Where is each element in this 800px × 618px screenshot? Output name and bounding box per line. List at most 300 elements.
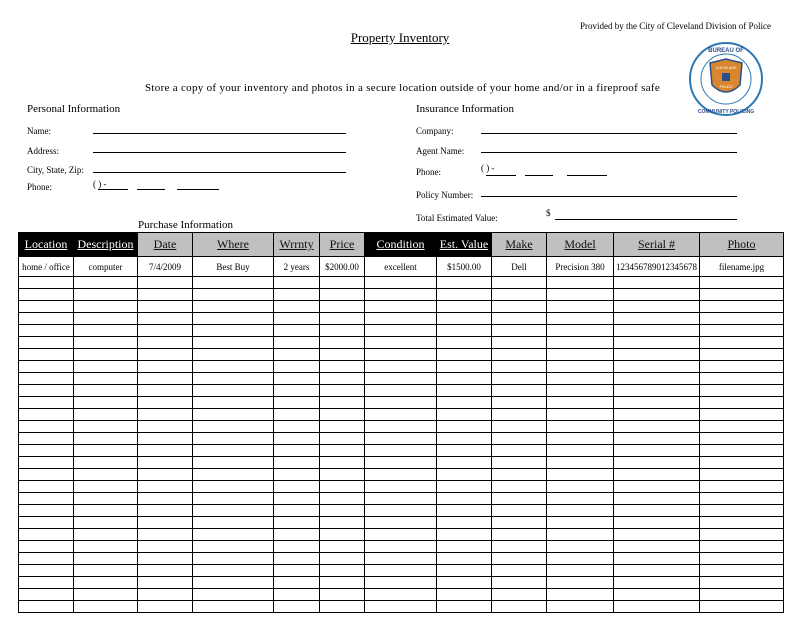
empty-cell[interactable] — [138, 277, 193, 289]
city-field[interactable] — [93, 172, 346, 173]
empty-cell[interactable] — [74, 445, 138, 457]
empty-cell[interactable] — [274, 385, 320, 397]
empty-cell[interactable] — [614, 325, 700, 337]
empty-cell[interactable] — [437, 529, 492, 541]
empty-cell[interactable] — [614, 397, 700, 409]
empty-cell[interactable] — [320, 517, 365, 529]
empty-cell[interactable] — [437, 409, 492, 421]
empty-cell[interactable] — [274, 301, 320, 313]
empty-cell[interactable] — [492, 409, 547, 421]
empty-cell[interactable] — [492, 433, 547, 445]
empty-cell[interactable] — [138, 481, 193, 493]
empty-cell[interactable] — [365, 457, 437, 469]
empty-cell[interactable] — [547, 493, 614, 505]
empty-cell[interactable] — [274, 517, 320, 529]
empty-cell[interactable] — [193, 493, 274, 505]
empty-cell[interactable] — [193, 481, 274, 493]
empty-cell[interactable] — [614, 289, 700, 301]
empty-cell[interactable] — [437, 373, 492, 385]
empty-cell[interactable] — [74, 481, 138, 493]
empty-cell[interactable] — [492, 481, 547, 493]
empty-cell[interactable] — [700, 397, 784, 409]
empty-cell[interactable] — [614, 541, 700, 553]
empty-cell[interactable] — [193, 469, 274, 481]
empty-cell[interactable] — [138, 421, 193, 433]
empty-cell[interactable] — [492, 541, 547, 553]
empty-cell[interactable] — [274, 541, 320, 553]
empty-cell[interactable] — [74, 589, 138, 601]
empty-cell[interactable] — [138, 349, 193, 361]
empty-cell[interactable] — [274, 565, 320, 577]
empty-cell[interactable] — [138, 289, 193, 301]
empty-cell[interactable] — [19, 493, 74, 505]
empty-cell[interactable] — [437, 601, 492, 613]
empty-cell[interactable] — [614, 373, 700, 385]
empty-cell[interactable] — [138, 577, 193, 589]
empty-cell[interactable] — [547, 445, 614, 457]
empty-cell[interactable] — [274, 421, 320, 433]
empty-cell[interactable] — [492, 289, 547, 301]
empty-cell[interactable] — [547, 313, 614, 325]
empty-cell[interactable] — [365, 337, 437, 349]
empty-cell[interactable] — [74, 469, 138, 481]
empty-cell[interactable] — [138, 505, 193, 517]
empty-cell[interactable] — [193, 433, 274, 445]
empty-cell[interactable] — [614, 385, 700, 397]
empty-cell[interactable] — [74, 541, 138, 553]
empty-cell[interactable] — [138, 313, 193, 325]
empty-cell[interactable] — [320, 277, 365, 289]
empty-cell[interactable] — [547, 301, 614, 313]
empty-cell[interactable] — [614, 493, 700, 505]
empty-cell[interactable] — [437, 553, 492, 565]
table-cell[interactable]: $1500.00 — [437, 257, 492, 277]
empty-cell[interactable] — [437, 481, 492, 493]
empty-cell[interactable] — [700, 589, 784, 601]
empty-cell[interactable] — [320, 337, 365, 349]
empty-cell[interactable] — [365, 493, 437, 505]
empty-cell[interactable] — [320, 397, 365, 409]
empty-cell[interactable] — [492, 469, 547, 481]
empty-cell[interactable] — [365, 397, 437, 409]
empty-cell[interactable] — [193, 421, 274, 433]
empty-cell[interactable] — [320, 565, 365, 577]
empty-cell[interactable] — [320, 601, 365, 613]
empty-cell[interactable] — [700, 325, 784, 337]
empty-cell[interactable] — [19, 421, 74, 433]
table-cell[interactable]: computer — [74, 257, 138, 277]
empty-cell[interactable] — [193, 445, 274, 457]
empty-cell[interactable] — [614, 445, 700, 457]
empty-cell[interactable] — [19, 481, 74, 493]
table-cell[interactable]: 123456789012345678 — [614, 257, 700, 277]
empty-cell[interactable] — [492, 457, 547, 469]
empty-cell[interactable] — [365, 517, 437, 529]
empty-cell[interactable] — [547, 325, 614, 337]
empty-cell[interactable] — [19, 565, 74, 577]
table-cell[interactable]: home / office — [19, 257, 74, 277]
total-field[interactable] — [555, 219, 737, 220]
empty-cell[interactable] — [274, 409, 320, 421]
empty-cell[interactable] — [365, 565, 437, 577]
table-cell[interactable]: Dell — [492, 257, 547, 277]
empty-cell[interactable] — [320, 469, 365, 481]
empty-cell[interactable] — [19, 433, 74, 445]
empty-cell[interactable] — [274, 481, 320, 493]
empty-cell[interactable] — [274, 445, 320, 457]
empty-cell[interactable] — [138, 493, 193, 505]
empty-cell[interactable] — [19, 529, 74, 541]
empty-cell[interactable] — [74, 565, 138, 577]
empty-cell[interactable] — [492, 385, 547, 397]
empty-cell[interactable] — [492, 565, 547, 577]
empty-cell[interactable] — [320, 301, 365, 313]
empty-cell[interactable] — [74, 289, 138, 301]
empty-cell[interactable] — [700, 541, 784, 553]
empty-cell[interactable] — [19, 349, 74, 361]
empty-cell[interactable] — [274, 577, 320, 589]
empty-cell[interactable] — [547, 565, 614, 577]
empty-cell[interactable] — [492, 277, 547, 289]
empty-cell[interactable] — [492, 445, 547, 457]
empty-cell[interactable] — [19, 385, 74, 397]
empty-cell[interactable] — [274, 325, 320, 337]
empty-cell[interactable] — [138, 601, 193, 613]
empty-cell[interactable] — [492, 553, 547, 565]
empty-cell[interactable] — [437, 445, 492, 457]
empty-cell[interactable] — [320, 553, 365, 565]
empty-cell[interactable] — [274, 289, 320, 301]
empty-cell[interactable] — [274, 589, 320, 601]
empty-cell[interactable] — [365, 277, 437, 289]
empty-cell[interactable] — [614, 361, 700, 373]
empty-cell[interactable] — [614, 529, 700, 541]
empty-cell[interactable] — [492, 301, 547, 313]
empty-cell[interactable] — [274, 469, 320, 481]
empty-cell[interactable] — [700, 385, 784, 397]
empty-cell[interactable] — [19, 541, 74, 553]
empty-cell[interactable] — [274, 493, 320, 505]
empty-cell[interactable] — [700, 409, 784, 421]
empty-cell[interactable] — [700, 481, 784, 493]
empty-cell[interactable] — [492, 325, 547, 337]
empty-cell[interactable] — [614, 409, 700, 421]
empty-cell[interactable] — [320, 289, 365, 301]
empty-cell[interactable] — [193, 457, 274, 469]
empty-cell[interactable] — [74, 493, 138, 505]
empty-cell[interactable] — [614, 421, 700, 433]
address-field[interactable] — [93, 152, 346, 153]
empty-cell[interactable] — [547, 409, 614, 421]
empty-cell[interactable] — [614, 337, 700, 349]
empty-cell[interactable] — [700, 457, 784, 469]
empty-cell[interactable] — [274, 349, 320, 361]
empty-cell[interactable] — [365, 553, 437, 565]
table-cell[interactable]: filename.jpg — [700, 257, 784, 277]
empty-cell[interactable] — [492, 337, 547, 349]
empty-cell[interactable] — [74, 421, 138, 433]
table-cell[interactable]: Best Buy — [193, 257, 274, 277]
empty-cell[interactable] — [547, 577, 614, 589]
empty-cell[interactable] — [437, 589, 492, 601]
empty-cell[interactable] — [700, 505, 784, 517]
empty-cell[interactable] — [437, 469, 492, 481]
empty-cell[interactable] — [138, 529, 193, 541]
empty-cell[interactable] — [700, 361, 784, 373]
empty-cell[interactable] — [19, 313, 74, 325]
empty-cell[interactable] — [74, 349, 138, 361]
empty-cell[interactable] — [19, 577, 74, 589]
empty-cell[interactable] — [700, 277, 784, 289]
empty-cell[interactable] — [138, 361, 193, 373]
empty-cell[interactable] — [437, 565, 492, 577]
empty-cell[interactable] — [320, 493, 365, 505]
ins-phone-area-field[interactable] — [486, 175, 516, 176]
empty-cell[interactable] — [138, 409, 193, 421]
empty-cell[interactable] — [492, 397, 547, 409]
empty-cell[interactable] — [274, 601, 320, 613]
empty-cell[interactable] — [320, 313, 365, 325]
policy-field[interactable] — [481, 196, 737, 197]
empty-cell[interactable] — [547, 349, 614, 361]
empty-cell[interactable] — [700, 517, 784, 529]
empty-cell[interactable] — [74, 409, 138, 421]
empty-cell[interactable] — [700, 301, 784, 313]
empty-cell[interactable] — [320, 589, 365, 601]
empty-cell[interactable] — [74, 529, 138, 541]
empty-cell[interactable] — [138, 565, 193, 577]
empty-cell[interactable] — [19, 589, 74, 601]
empty-cell[interactable] — [492, 361, 547, 373]
empty-cell[interactable] — [74, 577, 138, 589]
empty-cell[interactable] — [193, 301, 274, 313]
empty-cell[interactable] — [274, 337, 320, 349]
empty-cell[interactable] — [700, 529, 784, 541]
empty-cell[interactable] — [547, 421, 614, 433]
empty-cell[interactable] — [19, 277, 74, 289]
empty-cell[interactable] — [138, 397, 193, 409]
empty-cell[interactable] — [320, 433, 365, 445]
empty-cell[interactable] — [365, 325, 437, 337]
empty-cell[interactable] — [614, 517, 700, 529]
empty-cell[interactable] — [138, 301, 193, 313]
empty-cell[interactable] — [614, 601, 700, 613]
empty-cell[interactable] — [74, 313, 138, 325]
empty-cell[interactable] — [547, 469, 614, 481]
table-cell[interactable]: excellent — [365, 257, 437, 277]
empty-cell[interactable] — [437, 337, 492, 349]
agent-field[interactable] — [481, 152, 737, 153]
table-cell[interactable]: 7/4/2009 — [138, 257, 193, 277]
empty-cell[interactable] — [320, 529, 365, 541]
empty-cell[interactable] — [365, 349, 437, 361]
empty-cell[interactable] — [437, 421, 492, 433]
empty-cell[interactable] — [614, 589, 700, 601]
empty-cell[interactable] — [320, 421, 365, 433]
empty-cell[interactable] — [193, 349, 274, 361]
empty-cell[interactable] — [320, 325, 365, 337]
empty-cell[interactable] — [74, 397, 138, 409]
empty-cell[interactable] — [365, 385, 437, 397]
empty-cell[interactable] — [19, 325, 74, 337]
empty-cell[interactable] — [547, 433, 614, 445]
empty-cell[interactable] — [193, 541, 274, 553]
empty-cell[interactable] — [614, 301, 700, 313]
empty-cell[interactable] — [19, 373, 74, 385]
empty-cell[interactable] — [19, 301, 74, 313]
empty-cell[interactable] — [547, 517, 614, 529]
empty-cell[interactable] — [437, 301, 492, 313]
empty-cell[interactable] — [193, 277, 274, 289]
empty-cell[interactable] — [547, 601, 614, 613]
empty-cell[interactable] — [437, 493, 492, 505]
empty-cell[interactable] — [365, 505, 437, 517]
empty-cell[interactable] — [365, 289, 437, 301]
empty-cell[interactable] — [614, 577, 700, 589]
empty-cell[interactable] — [74, 433, 138, 445]
empty-cell[interactable] — [365, 481, 437, 493]
empty-cell[interactable] — [614, 277, 700, 289]
empty-cell[interactable] — [193, 325, 274, 337]
empty-cell[interactable] — [437, 325, 492, 337]
empty-cell[interactable] — [74, 337, 138, 349]
empty-cell[interactable] — [193, 577, 274, 589]
empty-cell[interactable] — [74, 277, 138, 289]
empty-cell[interactable] — [700, 421, 784, 433]
empty-cell[interactable] — [365, 373, 437, 385]
empty-cell[interactable] — [437, 505, 492, 517]
empty-cell[interactable] — [437, 517, 492, 529]
empty-cell[interactable] — [547, 541, 614, 553]
empty-cell[interactable] — [320, 457, 365, 469]
empty-cell[interactable] — [614, 457, 700, 469]
empty-cell[interactable] — [700, 565, 784, 577]
empty-cell[interactable] — [193, 589, 274, 601]
empty-cell[interactable] — [365, 469, 437, 481]
phone-line-field[interactable] — [177, 189, 219, 190]
empty-cell[interactable] — [19, 601, 74, 613]
empty-cell[interactable] — [138, 325, 193, 337]
empty-cell[interactable] — [320, 373, 365, 385]
empty-cell[interactable] — [614, 553, 700, 565]
empty-cell[interactable] — [138, 385, 193, 397]
phone-prefix-field[interactable] — [137, 189, 165, 190]
empty-cell[interactable] — [19, 469, 74, 481]
empty-cell[interactable] — [19, 289, 74, 301]
empty-cell[interactable] — [700, 553, 784, 565]
empty-cell[interactable] — [365, 577, 437, 589]
empty-cell[interactable] — [700, 289, 784, 301]
empty-cell[interactable] — [320, 541, 365, 553]
empty-cell[interactable] — [320, 361, 365, 373]
empty-cell[interactable] — [274, 277, 320, 289]
empty-cell[interactable] — [320, 409, 365, 421]
empty-cell[interactable] — [437, 457, 492, 469]
empty-cell[interactable] — [274, 457, 320, 469]
empty-cell[interactable] — [193, 289, 274, 301]
empty-cell[interactable] — [193, 505, 274, 517]
empty-cell[interactable] — [193, 517, 274, 529]
empty-cell[interactable] — [193, 601, 274, 613]
empty-cell[interactable] — [138, 469, 193, 481]
empty-cell[interactable] — [193, 385, 274, 397]
empty-cell[interactable] — [274, 529, 320, 541]
empty-cell[interactable] — [437, 277, 492, 289]
empty-cell[interactable] — [365, 433, 437, 445]
empty-cell[interactable] — [138, 433, 193, 445]
empty-cell[interactable] — [492, 589, 547, 601]
empty-cell[interactable] — [320, 349, 365, 361]
empty-cell[interactable] — [492, 313, 547, 325]
empty-cell[interactable] — [138, 337, 193, 349]
empty-cell[interactable] — [74, 457, 138, 469]
empty-cell[interactable] — [437, 385, 492, 397]
phone-area-field[interactable] — [98, 189, 128, 190]
empty-cell[interactable] — [492, 493, 547, 505]
company-field[interactable] — [481, 133, 737, 134]
empty-cell[interactable] — [365, 301, 437, 313]
empty-cell[interactable] — [19, 517, 74, 529]
empty-cell[interactable] — [614, 469, 700, 481]
empty-cell[interactable] — [547, 397, 614, 409]
empty-cell[interactable] — [614, 313, 700, 325]
empty-cell[interactable] — [700, 373, 784, 385]
empty-cell[interactable] — [437, 397, 492, 409]
empty-cell[interactable] — [437, 289, 492, 301]
empty-cell[interactable] — [437, 541, 492, 553]
empty-cell[interactable] — [138, 445, 193, 457]
empty-cell[interactable] — [193, 565, 274, 577]
table-cell[interactable]: Precision 380 — [547, 257, 614, 277]
empty-cell[interactable] — [700, 601, 784, 613]
empty-cell[interactable] — [492, 505, 547, 517]
empty-cell[interactable] — [700, 445, 784, 457]
empty-cell[interactable] — [700, 313, 784, 325]
empty-cell[interactable] — [492, 529, 547, 541]
empty-cell[interactable] — [492, 349, 547, 361]
empty-cell[interactable] — [74, 361, 138, 373]
empty-cell[interactable] — [365, 601, 437, 613]
empty-cell[interactable] — [492, 373, 547, 385]
empty-cell[interactable] — [700, 493, 784, 505]
empty-cell[interactable] — [547, 289, 614, 301]
empty-cell[interactable] — [437, 313, 492, 325]
empty-cell[interactable] — [492, 517, 547, 529]
empty-cell[interactable] — [74, 325, 138, 337]
empty-cell[interactable] — [365, 361, 437, 373]
empty-cell[interactable] — [74, 505, 138, 517]
empty-cell[interactable] — [365, 529, 437, 541]
empty-cell[interactable] — [492, 601, 547, 613]
empty-cell[interactable] — [614, 433, 700, 445]
empty-cell[interactable] — [547, 481, 614, 493]
empty-cell[interactable] — [700, 469, 784, 481]
empty-cell[interactable] — [547, 361, 614, 373]
empty-cell[interactable] — [700, 433, 784, 445]
empty-cell[interactable] — [274, 313, 320, 325]
table-cell[interactable]: $2000.00 — [320, 257, 365, 277]
empty-cell[interactable] — [547, 277, 614, 289]
ins-phone-line-field[interactable] — [567, 175, 607, 176]
empty-cell[interactable] — [74, 373, 138, 385]
empty-cell[interactable] — [274, 505, 320, 517]
empty-cell[interactable] — [614, 565, 700, 577]
empty-cell[interactable] — [138, 517, 193, 529]
ins-phone-prefix-field[interactable] — [525, 175, 553, 176]
empty-cell[interactable] — [700, 349, 784, 361]
empty-cell[interactable] — [193, 313, 274, 325]
empty-cell[interactable] — [492, 577, 547, 589]
